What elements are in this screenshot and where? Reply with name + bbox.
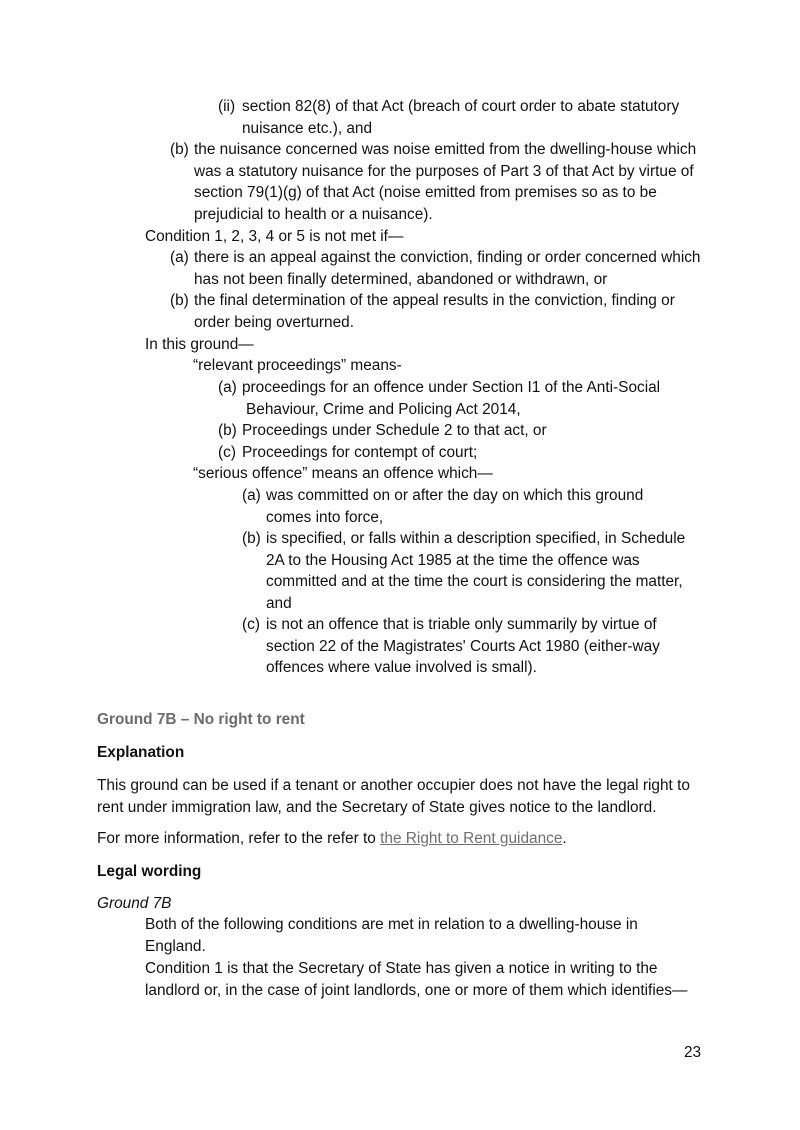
list-item-text: section 82(8) of that Act (breach of court order to abate statutory nuisance etc.), and [242,98,680,137]
list-marker: (a) [170,249,189,266]
list-item-text: the nuisance concerned was noise emitted from the dwelling-house which was a statutory nuisance for the purposes of Part 3 of that Act by virtue of section 79(1)(g) of that Act (noise emitted from premises so as to be prejudicial to health or a nuisance). [194,141,697,223]
list-item-b [170,290,710,333]
relevant-proceedings-definition: “relevant proceedings” means- [193,357,402,374]
more-info-paragraph [97,828,712,850]
list-marker: (a) [218,379,237,396]
list-marker: (c) [242,616,260,633]
list-item-text: was committed on or after the day on which this ground comes into force, [266,487,644,526]
legal-wording-heading: Legal wording [97,863,202,880]
list-item-text: is specified, or falls within a description specified, in Schedule 2A to the Housing Act 1985 at the time the offence was committed and at the time the court is considering the matter, and [266,530,686,612]
list-item-ii [218,96,708,139]
conditions-intro: Both of the following conditions are met in relation to a dwelling-house in England. [145,916,638,955]
list-marker: (b) [218,422,237,439]
list-item-a [170,247,710,290]
list-item-b [170,139,710,225]
list-marker: (c) [218,444,236,461]
list-item-text: Proceedings under Schedule 2 to that act, or [242,422,547,439]
condition-not-met: Condition 1, 2, 3, 4 or 5 is not met if— [145,228,404,245]
list-item-text: the final determination of the appeal results in the conviction, finding or order being overturned. [194,292,675,331]
relevant-proceedings-a [218,377,698,420]
more-info-prefix: For more information, refer to the refer to [97,830,381,847]
ground-label: Ground 7B [97,895,172,912]
serious-offence-b [242,528,702,614]
list-item-text: Proceedings for contempt of court; [242,444,478,461]
list-marker: (b) [242,530,261,547]
in-this-ground: In this ground— [145,336,254,353]
relevant-proceedings-b [218,420,698,442]
more-info-suffix: . [562,830,567,847]
list-marker: (a) [242,487,261,504]
relevant-proceedings-c [218,442,698,464]
serious-offence-a [242,485,682,528]
list-marker: (b) [170,141,189,158]
list-marker: (b) [170,292,189,309]
list-item-text: is not an offence that is triable only summarily by virtue of section 22 of the Magistrates' Courts Act 1980 (either-way offences where value involved is small). [266,616,660,677]
serious-offence-c [242,614,692,679]
list-marker: (ii) [218,98,236,115]
list-item-text: there is an appeal against the conviction, finding or order concerned which has not been finally determined, abandoned or withdrawn, or [194,249,701,288]
serious-offence-definition: “serious offence” means an offence which— [193,465,493,482]
explanation-heading: Explanation [97,744,185,761]
section-heading: Ground 7B – No right to rent [97,711,305,728]
page-number: 23 [684,1044,702,1061]
condition-1: Condition 1 is that the Secretary of State has given a notice in writing to the landlord or, in the case of joint landlords, one or more of them which identifies— [145,960,688,999]
list-item-text: proceedings for an offence under Section I1 of the Anti-Social Behaviour, Crime and Policing Act 2014, [242,379,661,418]
right-to-rent-guidance-link[interactable]: the Right to Rent guidance [380,830,563,847]
explanation-text: This ground can be used if a tenant or another occupier does not have the legal right to rent under immigration law, and the Secretary of State gives notice to the landlord. [97,777,690,816]
